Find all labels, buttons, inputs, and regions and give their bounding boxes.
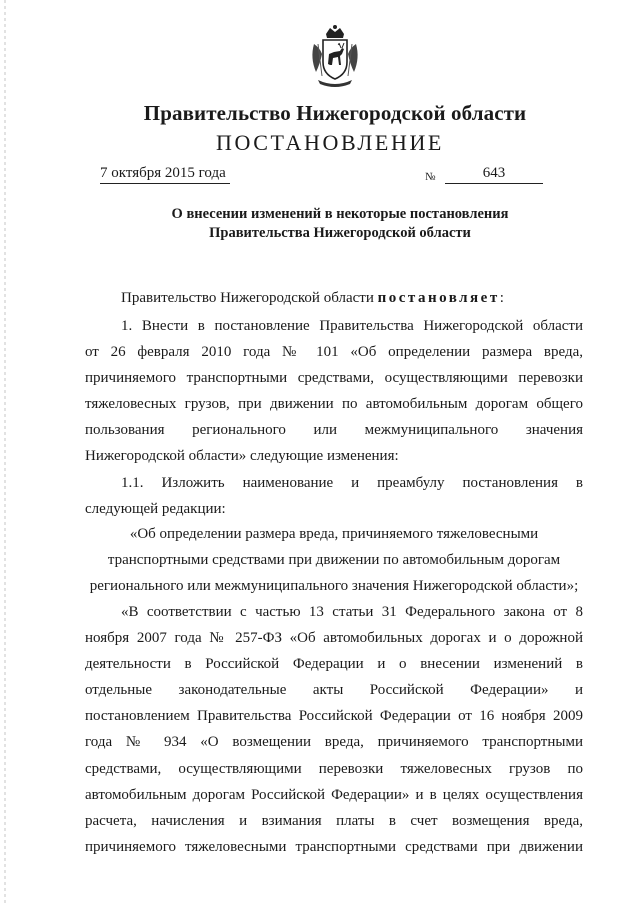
quoted-title	[85, 521, 583, 599]
preamble	[85, 285, 583, 311]
text-line: отдельные законодательные акты Российской Федерации» и	[85, 682, 583, 699]
text-line: Нижегородской области» следующие изменения:	[85, 448, 399, 465]
preamble-verb: постановляет	[377, 290, 500, 306]
coat-of-arms-icon	[304, 24, 366, 90]
text-line: постановлением Правительства Российской Федерации от 16 ноября 2009	[85, 708, 583, 725]
paragraph-1	[85, 313, 583, 522]
subject-line-2: Правительства Нижегородской области	[209, 225, 471, 241]
text-line: следующей редакции:	[85, 500, 226, 517]
text-line: от 26 февраля 2010 года № 101 «Об определении размера вреда,	[85, 344, 583, 361]
text-line: «Об определении размера вреда, причиняемого тяжеловесными	[129, 526, 539, 542]
text-line: тяжеловесных грузов, при движении по автомобильным дорогам общего	[85, 396, 583, 413]
preamble-line	[85, 285, 583, 311]
preamble-text: Правительство Нижегородской области	[121, 290, 374, 306]
text-line: средствами, осуществляющими перевозки тяжеловесных грузов по	[85, 760, 583, 777]
preamble-colon: :	[499, 290, 504, 306]
text-line: транспортными средствами при движении по автомобильным дорогам	[107, 552, 561, 569]
document-type: ПОСТАНОВЛЕНИЕ	[216, 130, 444, 155]
text-line: 1.1. Изложить наименование и преамбулу постановления в	[121, 474, 583, 491]
quoted-preamble	[85, 599, 583, 860]
text-line: ноября 2007 года № 257-ФЗ «Об автомобильных дорогах и о дорожной	[85, 630, 583, 647]
document-subject	[0, 205, 640, 243]
text-line: причиняемого транспортными средствами, осуществляющими перевозки	[85, 370, 583, 387]
text-line: 1. Внести в постановление Правительства Нижегородской области	[121, 318, 583, 334]
text-line: регионального или межмуниципального значения Нижегородской области»;	[89, 578, 579, 595]
text-line: расчета, начисления и взимания платы в счет возмещения вреда,	[85, 812, 583, 829]
number-label: №	[425, 171, 436, 183]
text-line: года № 934 «О возмещении вреда, причиняемого транспортными	[85, 734, 583, 751]
text-line: «В соответствии с частью 13 статьи 31 Федерального закона от 8	[121, 604, 583, 620]
document-date: 7 октября 2015 года	[100, 164, 230, 184]
document-number: 643	[445, 164, 543, 184]
text-line: пользования регионального или межмуниципального значения	[85, 422, 583, 439]
subject-line-1: О внесении изменений в некоторые постановления	[171, 206, 509, 222]
text-line: автомобильным дорогам Российской Федерации» и в целях осуществления	[85, 786, 583, 803]
text-line: причиняемого тяжеловесными транспортными средствами при движении	[85, 838, 583, 855]
organization-title: Правительство Нижегородской области	[143, 101, 527, 125]
text-line: деятельности в Российской Федерации и о внесении изменений в	[85, 656, 583, 673]
